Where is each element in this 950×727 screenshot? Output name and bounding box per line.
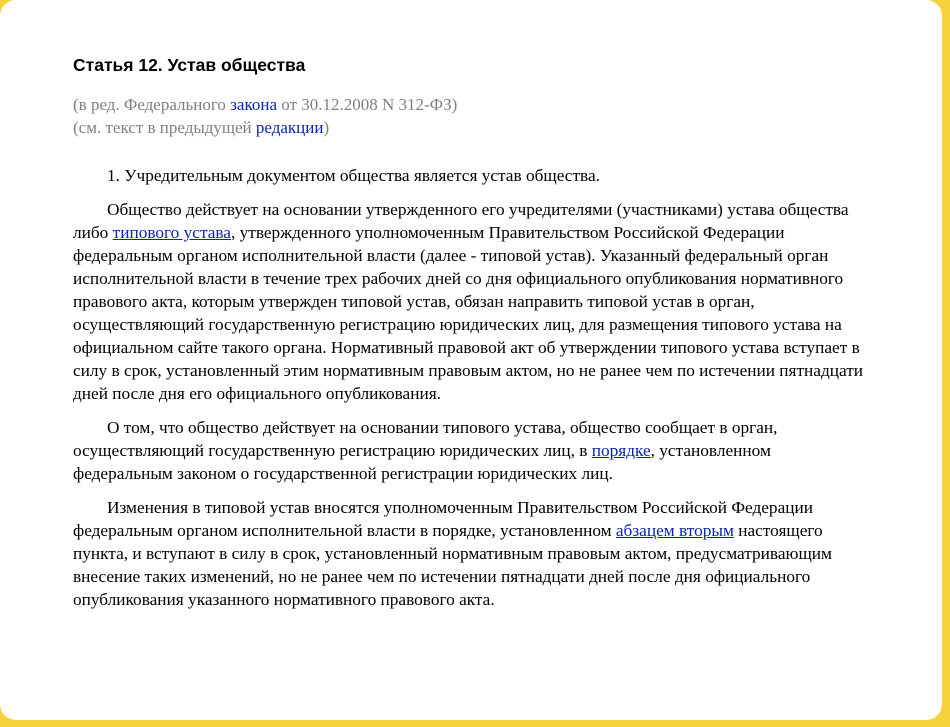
model-charter-link[interactable]: типового устава bbox=[112, 223, 231, 242]
paragraph-2 bbox=[73, 198, 873, 405]
paragraph-4 bbox=[73, 496, 873, 611]
see-note-prefix: (см. текст в предыдущей bbox=[73, 118, 256, 137]
paragraph-4-text-a: Изменения в типовой устав вносятся уполномоченным Правительством Российской Федерации федеральным органом исполнительной власти в порядке, установленном bbox=[73, 498, 813, 540]
paragraph-3-text-a: О том, что общество действует на основании типового устава, общество сообщает в орган, осуществляющий государственную регистрацию юридических лиц, в bbox=[73, 418, 778, 460]
see-note-suffix: ) bbox=[323, 118, 330, 137]
paragraph-3 bbox=[73, 416, 873, 485]
article-body bbox=[73, 164, 873, 611]
paragraph-2-text-b: , утвержденного уполномоченным Правительством Российской Федерации федеральным органом исполнительной власти (далее - типовой устав). Указанный федеральный орган исполнительной власти в течение трех рабочих дней со дня официального опубликования нормативного правового акта, которым утвержден типовой устав, обязан направить типовой устав в орган, осуществляющий государственную регистрацию юридических лиц, для размещения типового устава на официальном сайте такого органа. Нормативный правовой акт об утверждении типового устава вступает в силу в срок, установленный этим нормативным правовым актом, но не ранее чем по истечении пятнадцати дней после дня его официального опубликования. bbox=[73, 223, 864, 403]
edition-note bbox=[73, 93, 942, 116]
edition-note-prefix: (в ред. Федерального bbox=[73, 95, 231, 114]
article-title: Статья 12. Устав общества bbox=[73, 55, 306, 75]
paragraph-1: 1. Учредительным документом общества является устав общества. bbox=[107, 166, 600, 185]
paragraph-4-text-b: настоящего пункта, и вступают в силу в срок, установленный нормативным правовым актом, предусматривающим внесение таких изменений, но не ранее чем по истечении пятнадцати дней после дня официального опубликования указанного нормативного правового акта. bbox=[73, 521, 832, 609]
paragraph-3-text-b: , установленном федеральным законом о государственной регистрации юридических лиц. bbox=[73, 441, 771, 483]
previous-edition-link[interactable]: редакции bbox=[255, 118, 324, 137]
law-link[interactable]: закона bbox=[230, 95, 277, 114]
edition-notes bbox=[73, 93, 942, 139]
procedure-link[interactable]: порядке bbox=[591, 441, 651, 460]
previous-edition-note bbox=[73, 116, 942, 139]
second-paragraph-link[interactable]: абзацем вторым bbox=[615, 521, 734, 540]
paragraph-2-text-a: Общество действует на основании утвержденного его учредителями (участниками) устава общества либо bbox=[73, 200, 849, 242]
edition-note-suffix: от 30.12.2008 N 312-ФЗ) bbox=[277, 95, 458, 114]
